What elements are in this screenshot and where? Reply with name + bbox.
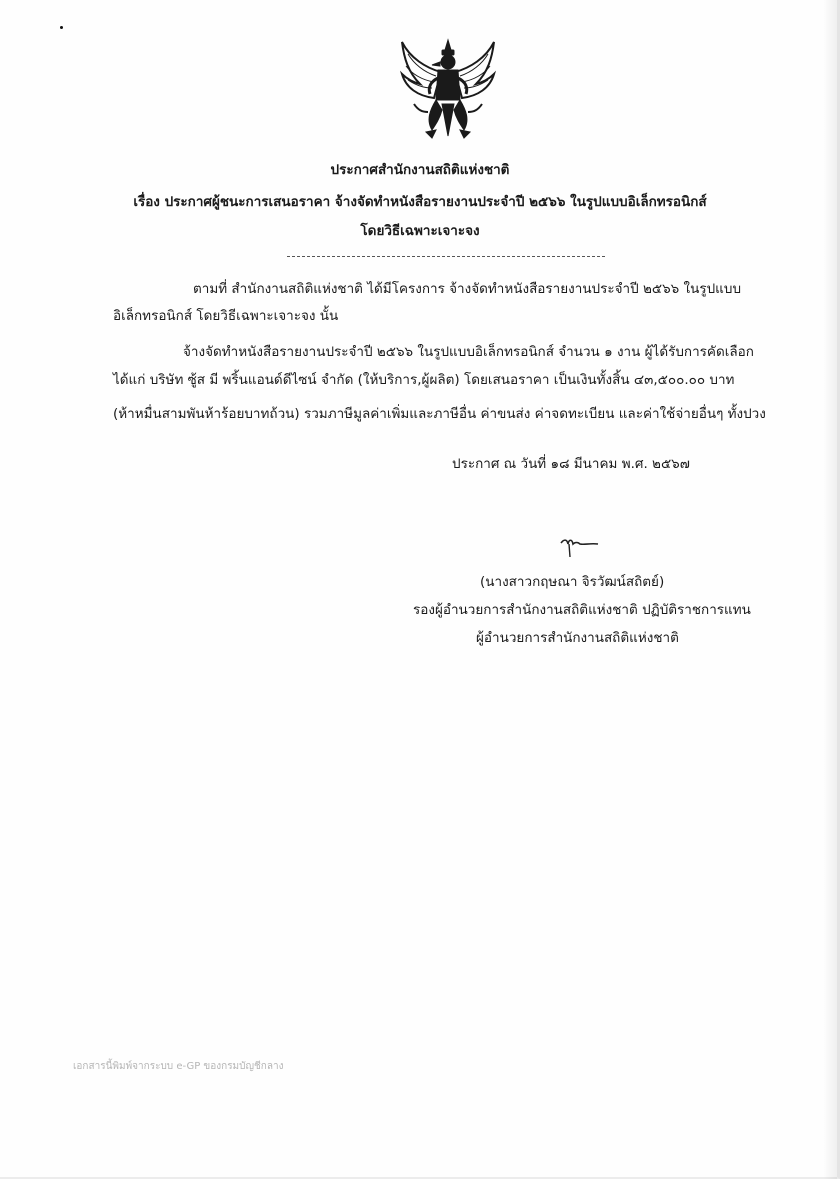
paragraph-2-line-2: ได้แก่ บริษัท ซู้ส มี พริ้นแอนด์ดีไซน์ จำกัด (ให้บริการ,ผู้ผลิต) โดยเสนอราคา เป็นเงินทั้งสิ้น ๔๓,๕๐๐.๐๐ บาท (113, 372, 735, 388)
dashed-divider (287, 256, 605, 257)
footer-note: เอกสารนี้พิมพ์จากระบบ e-GP ของกรมบัญชีกลาง (73, 1061, 284, 1072)
announcement-subject: เรื่อง ประกาศผู้ชนะการเสนอราคา จ้างจัดทำหนังสือรายงานประจำปี ๒๕๖๖ ในรูปแบบอิเล็กทรอนิกส์ (133, 194, 707, 210)
paragraph-2-line-1: จ้างจัดทำหนังสือรายงานประจำปี ๒๕๖๖ ในรูปแบบอิเล็กทรอนิกส์ จำนวน ๑ งาน ผู้ได้รับการคัดเลือก (183, 344, 754, 360)
signatory-name: (นางสาวกฤษณา จิรวัฒน์สถิตย์) (480, 574, 665, 590)
announcement-date: ประกาศ ณ วันที่ ๑๘ มีนาคม พ.ศ. ๒๕๖๗ (452, 456, 690, 472)
paragraph-2-line-3: (ห้าหมื่นสามพันห้าร้อยบาทถ้วน) รวมภาษีมูลค่าเพิ่มและภาษีอื่น ค่าขนส่ง ค่าจดทะเบียน และค่าใช้จ่ายอื่นๆ ทั้งปวง (113, 406, 766, 422)
handwritten-signature (558, 535, 602, 559)
garuda-emblem-icon (396, 38, 500, 142)
announcement-title: ประกาศสำนักงานสถิติแห่งชาติ (330, 162, 510, 178)
signatory-position-2: ผู้อำนวยการสำนักงานสถิติแห่งชาติ (476, 630, 679, 646)
paragraph-1-line-1: ตามที่ สำนักงานสถิติแห่งชาติ ได้มีโครงการ จ้างจัดทำหนังสือรายงานประจำปี ๒๕๖๖ ในรูปแบบ (193, 281, 742, 297)
paragraph-1-line-2: อิเล็กทรอนิกส์ โดยวิธีเฉพาะเจาะจง นั้น (113, 308, 339, 324)
signatory-position: รองผู้อำนวยการสำนักงานสถิติแห่งชาติ ปฏิบัติราชการแทน (413, 602, 751, 618)
procurement-method: โดยวิธีเฉพาะเจาะจง (360, 223, 480, 239)
scan-speck (60, 26, 63, 29)
